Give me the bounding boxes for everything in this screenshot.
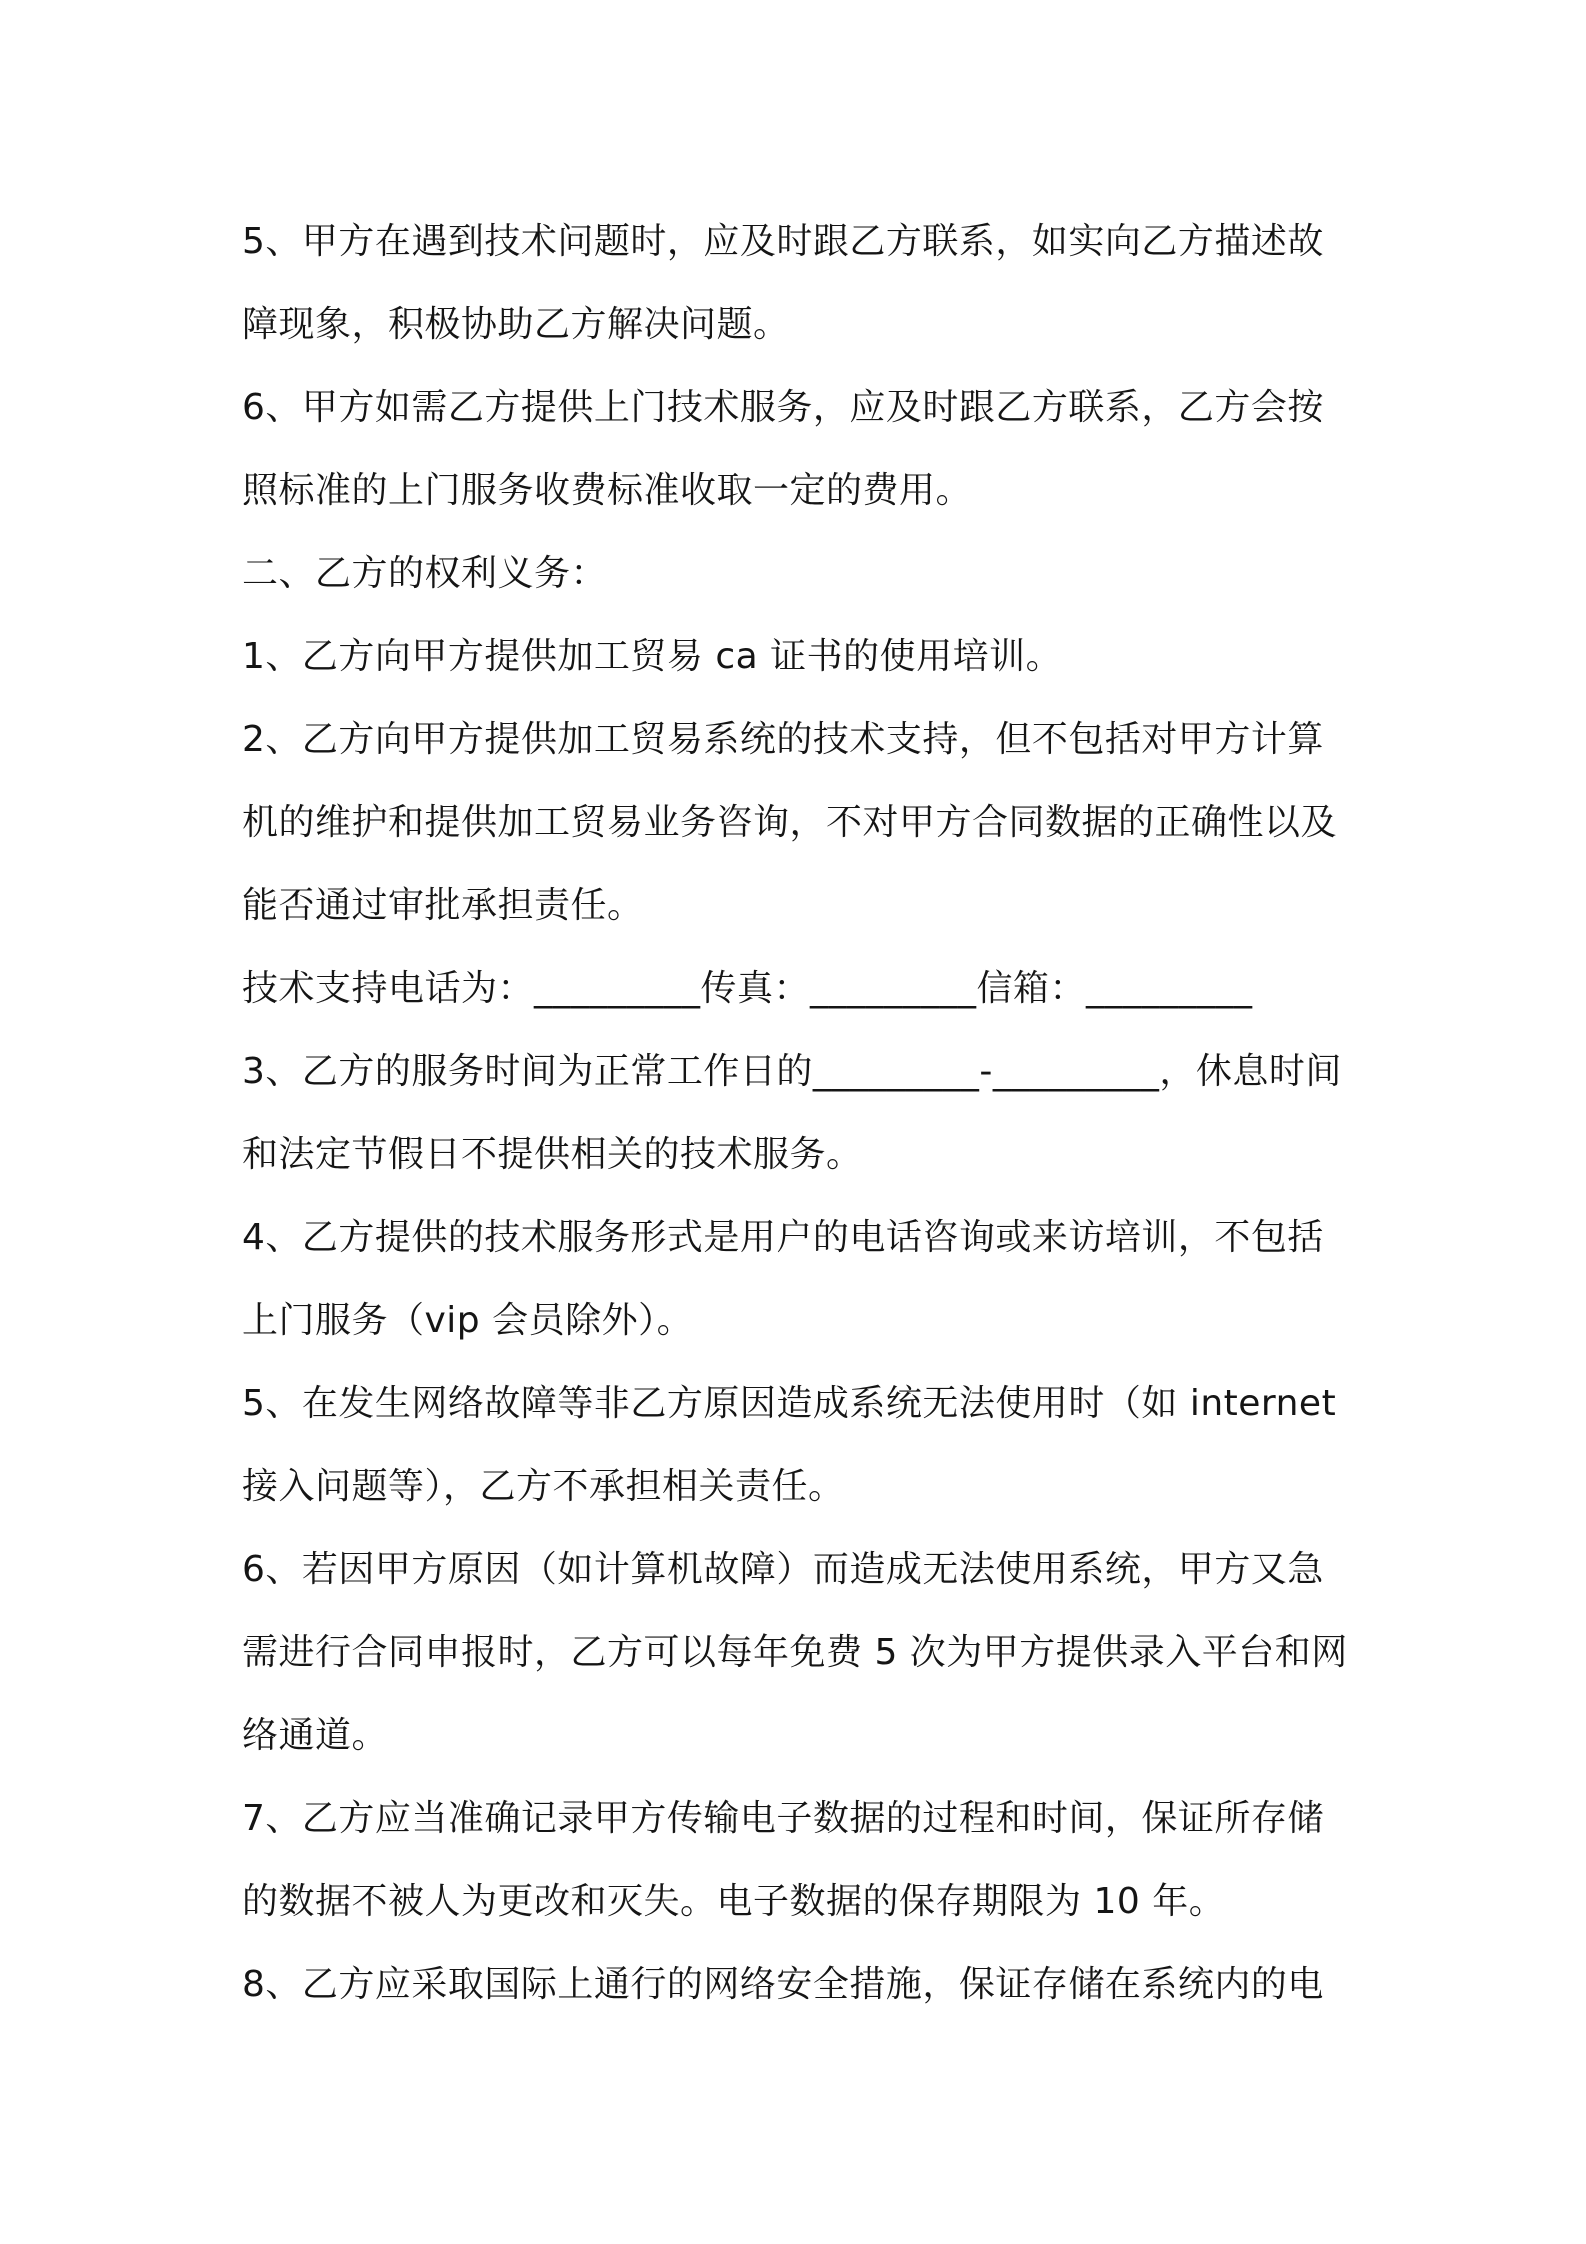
text-line: 接入问题等），乙方不承担相关责任。 — [242, 1466, 845, 1507]
text-line: 能否通过审批承担责任。 — [242, 885, 644, 926]
text-line: 7、乙方应当准确记录甲方传输电子数据的过程和时间，保证所存储 — [242, 1798, 1324, 1839]
text-line: 络通道。 — [242, 1715, 389, 1756]
text-line: 需进行合同申报时，乙方可以每年免费 5 次为甲方提供录入平台和网 — [242, 1632, 1348, 1673]
text-line: 3、乙方的服务时间为正常工作日的_________-_________，休息时间 — [242, 1051, 1342, 1092]
text-line: 的数据不被人为更改和灭失。电子数据的保存期限为 10 年。 — [242, 1881, 1226, 1922]
section-heading: 二、乙方的权利义务： — [242, 553, 608, 594]
text-line: 机的维护和提供加工贸易业务咨询，不对甲方合同数据的正确性以及 — [242, 802, 1338, 843]
contact-info-line: 技术支持电话为：_________传真：_________信箱：_________ — [242, 968, 1253, 1009]
text-line: 8、乙方应采取国际上通行的网络安全措施，保证存储在系统内的电 — [242, 1964, 1324, 2005]
text-line: 照标准的上门服务收费标准收取一定的费用。 — [242, 470, 973, 511]
text-line: 1、乙方向甲方提供加工贸易 ca 证书的使用培训。 — [242, 636, 1063, 677]
document-body — [242, 200, 1362, 2026]
text-line: 6、甲方如需乙方提供上门技术服务，应及时跟乙方联系，乙方会按 — [242, 387, 1324, 428]
text-line: 5、在发生网络故障等非乙方原因造成系统无法使用时（如 internet — [242, 1383, 1337, 1424]
text-line: 障现象，积极协助乙方解决问题。 — [242, 304, 790, 345]
text-line: 2、乙方向甲方提供加工贸易系统的技术支持，但不包括对甲方计算 — [242, 719, 1324, 760]
text-line: 4、乙方提供的技术服务形式是用户的电话咨询或来访培训，不包括 — [242, 1217, 1324, 1258]
text-line: 6、若因甲方原因（如计算机故障）而造成无法使用系统，甲方又急 — [242, 1549, 1324, 1590]
text-line: 和法定节假日不提供相关的技术服务。 — [242, 1134, 863, 1175]
text-line: 上门服务（vip 会员除外）。 — [242, 1300, 694, 1341]
text-line: 5、甲方在遇到技术问题时，应及时跟乙方联系，如实向乙方描述故 — [242, 221, 1324, 262]
